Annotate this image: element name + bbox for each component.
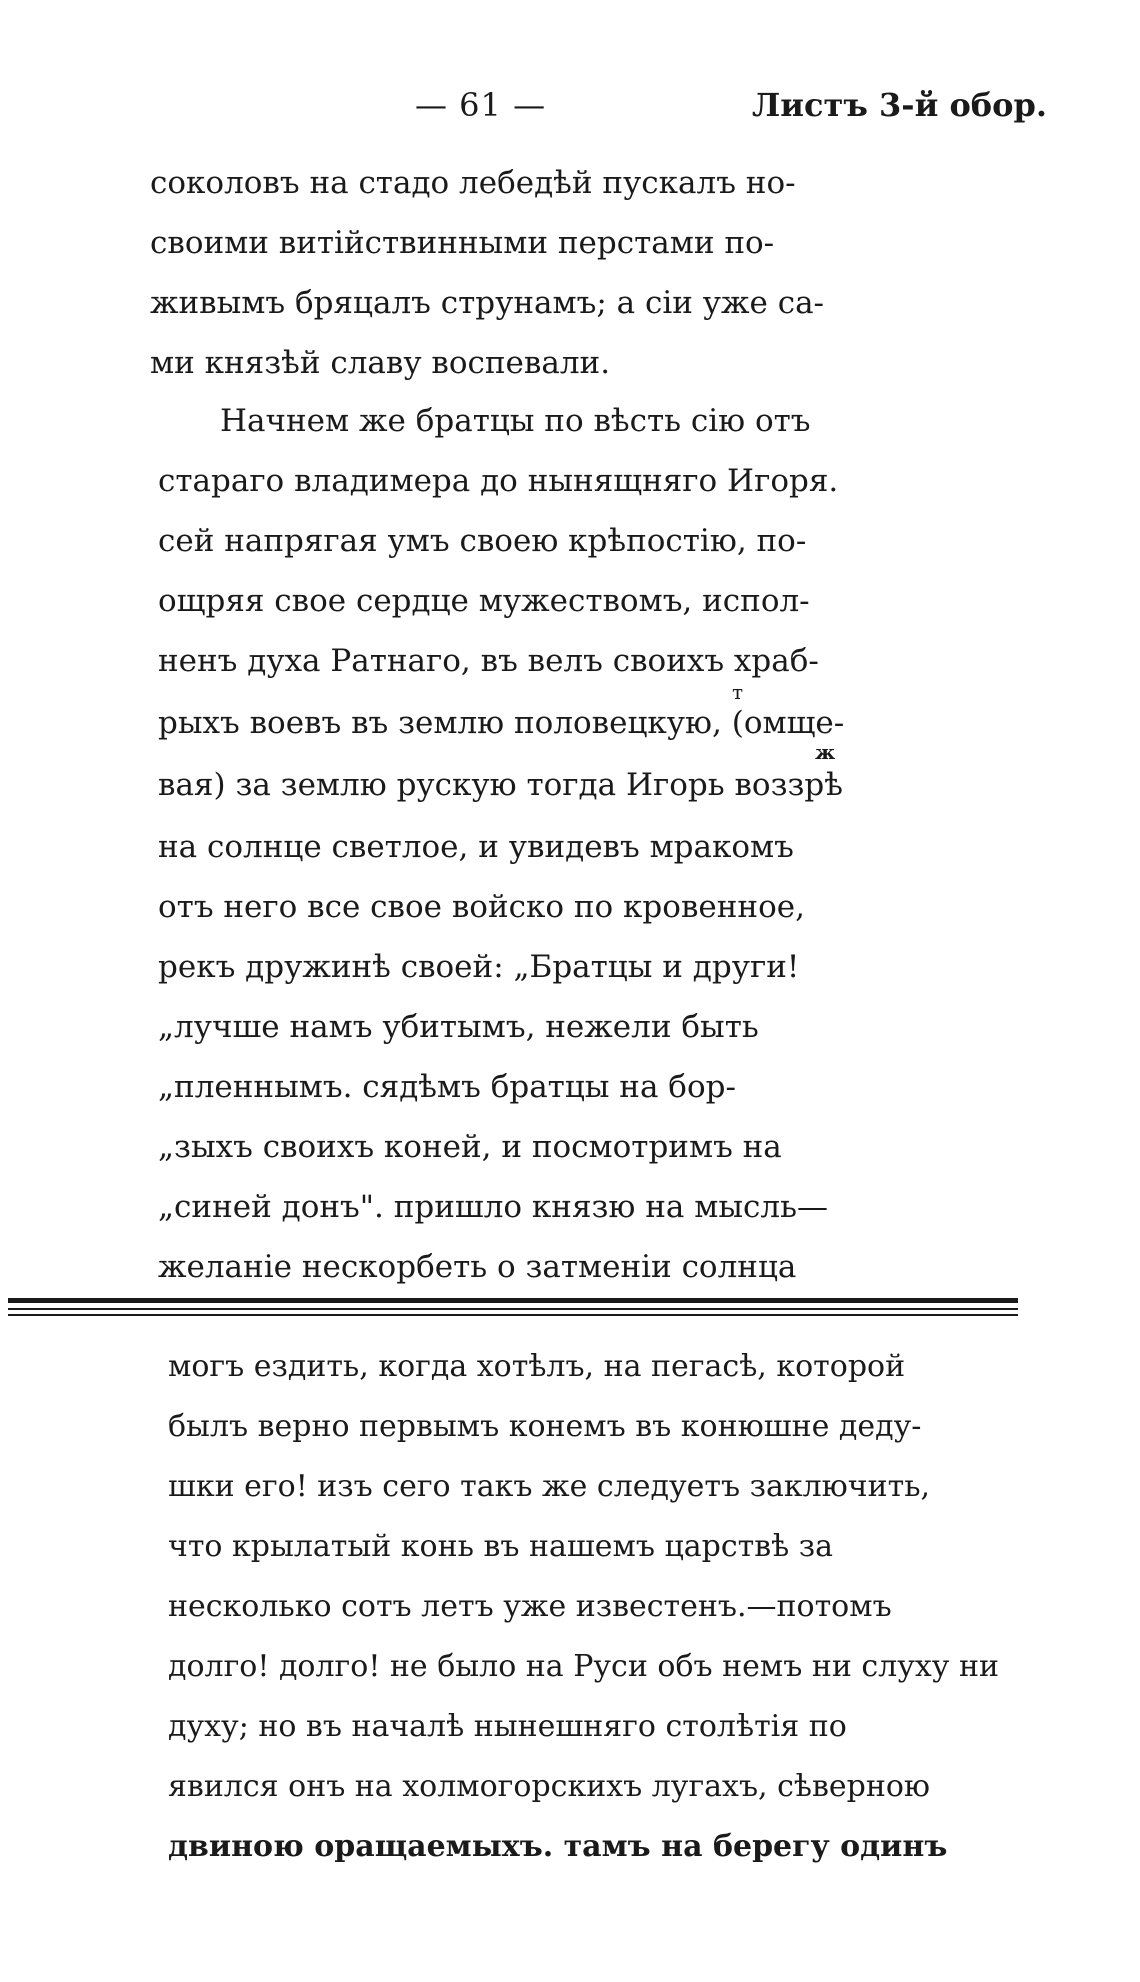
text-line: на солнце светлое, и увидевъ мракомъ <box>158 829 794 865</box>
correction-mark: т <box>732 680 744 704</box>
divider-thick <box>8 1298 1018 1303</box>
correction-mark: ж <box>815 740 836 764</box>
page-number: — 61 — <box>415 86 547 124</box>
text-line: шки его! изъ сего такъ же следуетъ заключить, <box>168 1469 931 1504</box>
text-line: долго! долго! не было на Руси объ немъ ни слуху ни <box>168 1649 999 1684</box>
text-line: несколько сотъ летъ уже известенъ.—потомъ <box>168 1589 892 1624</box>
text-line: отъ него все свое войско по кровенное, <box>158 889 805 925</box>
text-line: явился онъ на холмогорскихъ лугахъ, сѣверною <box>168 1769 931 1804</box>
text-line: своими витійствинными перстами по- <box>150 225 775 261</box>
text-line: двиною оращаемыхъ. тамъ на берегу одинъ <box>168 1829 948 1864</box>
text-line: „пленнымъ. сядѣмъ братцы на бор- <box>158 1069 736 1105</box>
text-line: рыхъ воевъ въ землю половецкую, (омще- <box>158 705 845 741</box>
text-line: сей напрягая умъ своею крѣпостію, по- <box>158 523 807 559</box>
text-line: былъ верно первымъ конемъ въ конюшне деду- <box>168 1409 922 1444</box>
text-line: стараго владимера до нынящняго Игоря. <box>158 463 839 499</box>
text-line: ощряя свое сердце мужествомъ, испол- <box>158 583 810 619</box>
divider-thin <box>8 1314 1018 1316</box>
text-line: духу; но въ началѣ нынешняго столѣтія по <box>168 1709 847 1744</box>
sheet-label: Листъ 3-й обор. <box>752 86 1047 124</box>
text-line: вая) за землю рускую тогда Игорь воззрѣ <box>158 767 843 803</box>
text-line: Начнем же братцы по вѣсть сію отъ <box>220 403 811 439</box>
text-line: „лучше намъ убитымъ, нежели быть <box>158 1009 759 1045</box>
text-line: желаніе нескорбеть о затменіи солнца <box>158 1249 797 1285</box>
text-line: ненъ духа Ратнаго, въ велъ своихъ храб- <box>158 643 819 679</box>
text-line: живымъ бряцалъ струнамъ; а сіи уже са- <box>150 285 825 321</box>
text-line: могъ ездить, когда хотѣлъ, на пегасѣ, которой <box>168 1349 906 1384</box>
text-line: рекъ дружинѣ своей: „Братцы и други! <box>158 949 800 985</box>
divider-thin <box>8 1308 1018 1310</box>
text-line: „зыхъ своихъ коней, и посмотримъ на <box>158 1129 782 1165</box>
text-line: „синей донъ". пришло князю на мысль— <box>158 1189 828 1225</box>
text-line: ми князѣй славу воспевали. <box>150 345 611 381</box>
text-line: что крылатый конь въ нашемъ царствѣ за <box>168 1529 834 1564</box>
text-line: соколовъ на стадо лебедѣй пускалъ но- <box>150 165 796 201</box>
